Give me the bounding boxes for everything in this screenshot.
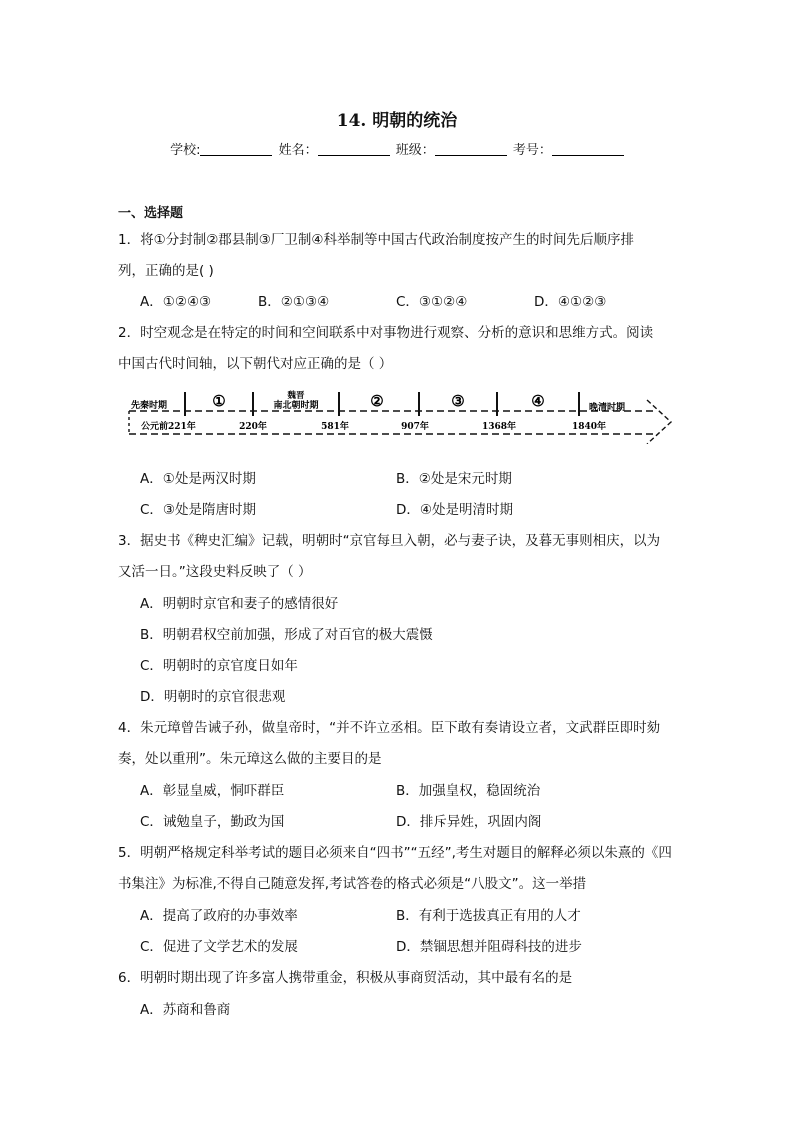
q2-option-d[interactable]: D．④处是明清时期 xyxy=(396,502,513,518)
q2-line-1: 2．时空观念是在特定的时间和空间联系中对事物进行观察、分析的意识和思维方式。阅读 xyxy=(118,325,654,341)
q3-line-2: 又活一日。”这段史料反映了（ ） xyxy=(118,564,312,580)
period-marker-1: ① xyxy=(212,392,226,410)
q1-option-d[interactable]: D．④①②③ xyxy=(534,294,607,310)
year-label-1368: 1368年 xyxy=(481,422,517,432)
period-marker-4: ④ xyxy=(531,392,545,410)
timeline-arrow-head xyxy=(647,400,671,444)
section-title: 一、选择题 xyxy=(118,206,184,221)
q5-option-c[interactable]: C．促进了文学艺术的发展 xyxy=(140,939,298,955)
q4-option-a[interactable]: A．彰显皇威，恫吓群臣 xyxy=(140,783,285,799)
period-label-nanbei: 南北朝时期 xyxy=(273,401,319,411)
class-field[interactable] xyxy=(435,142,507,156)
timeline-figure xyxy=(127,386,675,444)
name-label: 姓名： xyxy=(278,143,318,158)
q3-option-a[interactable]: A．明朝时京官和妻子的感情很好 xyxy=(140,596,339,612)
period-label-pre-qin: 先秦时期 xyxy=(131,401,168,411)
q5-option-a[interactable]: A．提高了政府的办事效率 xyxy=(140,908,298,924)
school-label: 学校: xyxy=(170,143,201,158)
school-field[interactable] xyxy=(200,142,272,156)
period-marker-2: ② xyxy=(370,392,384,410)
period-label-wei-jin: 魏晋 xyxy=(287,391,305,401)
year-label-220: 220年 xyxy=(239,422,267,432)
q4-option-b[interactable]: B．加强皇权，稳固统治 xyxy=(396,783,541,799)
q4-line-1: 4．朱元璋曾告诫子孙，做皇帝时，“并不许立丞相。臣下敢有奏请设立者，文武群臣即时劾 xyxy=(118,720,661,736)
class-label: 班级： xyxy=(395,143,435,158)
q6-option-a[interactable]: A．苏商和鲁商 xyxy=(140,1002,231,1018)
exam-no-field[interactable] xyxy=(552,142,624,156)
q4-option-d[interactable]: D．排斥异姓，巩固内阁 xyxy=(396,814,542,830)
name-field[interactable] xyxy=(318,142,390,156)
q3-option-c[interactable]: C．明朝时的京官度日如年 xyxy=(140,658,298,674)
q3-option-d[interactable]: D．明朝时的京官很悲观 xyxy=(140,689,286,705)
q1-line-1: 1．将①分封制②郡县制③厂卫制④科举制等中国古代政治制度按产生的时间先后顺序排 xyxy=(118,232,634,248)
q1-option-a[interactable]: A．①②④③ xyxy=(140,294,212,310)
q1-line-2: 列，正确的是( ) xyxy=(118,263,214,279)
q2-option-b[interactable]: B．②处是宋元时期 xyxy=(396,471,512,487)
q5-option-b[interactable]: B．有利于选拔真正有用的人才 xyxy=(396,908,581,924)
q3-line-1: 3．据史书《稗史汇编》记载，明朝时“京官每旦入朝，必与妻子诀，及暮无事则相庆，以为 xyxy=(118,533,661,549)
q5-option-d[interactable]: D．禁锢思想并阻碍科技的进步 xyxy=(396,939,582,955)
year-label-581: 581年 xyxy=(321,422,349,432)
q5-line-2: 书集注》为标准,不得自己随意发挥,考试答卷的格式必须是“八股文”。这一举措 xyxy=(118,876,587,892)
q4-option-c[interactable]: C．诫勉皇子，勤政为国 xyxy=(140,814,285,830)
year-label-1840: 1840年 xyxy=(571,422,607,432)
period-marker-3: ③ xyxy=(451,392,465,410)
period-label-late-qing: 晚清时期 xyxy=(589,403,626,413)
q1-option-b[interactable]: B．②①③④ xyxy=(258,294,330,310)
q6-line-1: 6．明朝时期出现了许多富人携带重金，积极从事商贸活动，其中最有名的是 xyxy=(118,970,573,986)
year-label-907: 907年 xyxy=(401,422,429,432)
student-info-row xyxy=(0,139,794,158)
q2-line-2: 中国古代时间轴，以下朝代对应正确的是（ ） xyxy=(118,356,393,372)
exam-no-label: 考号： xyxy=(512,143,552,158)
q2-option-a[interactable]: A．①处是两汉时期 xyxy=(140,471,256,487)
q3-option-b[interactable]: B．明朝君权空前加强，形成了对百官的极大震慑 xyxy=(140,627,433,643)
q4-line-2: 奏，处以重刑”。朱元璋这么做的主要目的是 xyxy=(118,751,382,767)
year-label-221bc: 公元前221年 xyxy=(141,422,196,432)
page-title: 14. 明朝的统治 xyxy=(336,111,458,131)
q1-option-c[interactable]: C．③①②④ xyxy=(396,294,468,310)
q5-line-1: 5．明朝严格规定科举考试的题目必须来自“四书”“五经”,考生对题目的解释必须以朱熹的《四 xyxy=(118,845,672,861)
q2-option-c[interactable]: C．③处是隋唐时期 xyxy=(140,502,257,518)
